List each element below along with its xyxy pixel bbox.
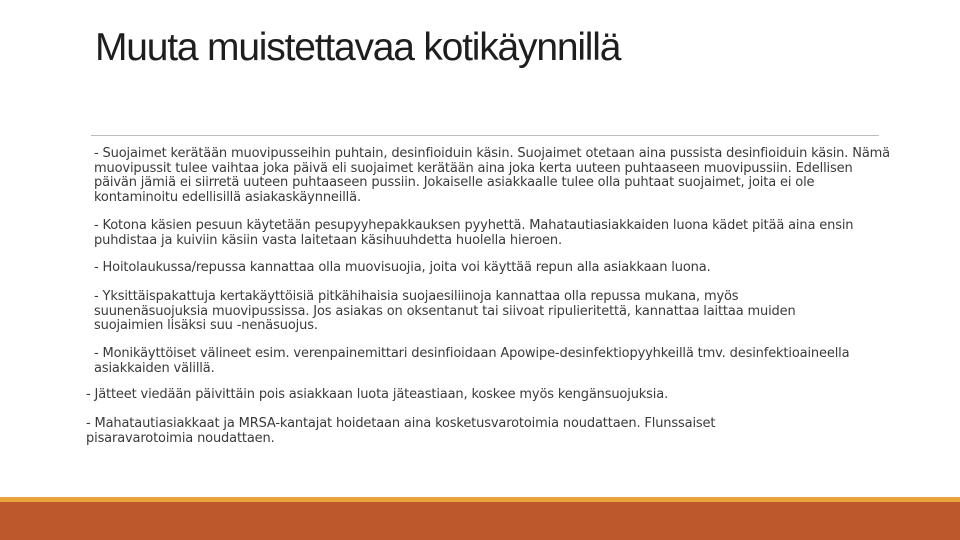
paragraph-monikayttoiset-valineet: - Monikäyttöiset välineet esim. verenpainemittari desinfioidaan Apowipe-desinfektiopyyhkeillä tmv. desinfektioaineella asiakkaiden välillä. xyxy=(94,346,850,376)
paragraph-hoitolaukku: - Hoitolaukussa/repussa kannattaa olla muovisuojia, joita voi käyttää repun alla asiakkaan luona. xyxy=(94,260,711,275)
paragraph-jatteet: - Jätteet viedään päivittäin pois asiakkaan luota jäteastiaan, koskee myös kengänsuojuksia. xyxy=(86,387,669,402)
slide-title: Muuta muistettavaa kotikäynnillä xyxy=(95,26,621,69)
footer-band xyxy=(0,502,960,540)
paragraph-kasien-pesu: - Kotona käsien pesuun käytetään pesupyyhepakkauksen pyyhettä. Mahatautiasiakkaiden luona kädet pitää aina ensin puhdistaa ja kuiviin käsiin vasta laitetaan käsihuuhdetta huolella hieroen. xyxy=(94,218,854,248)
paragraph-suojaesiliinat: - Yksittäispakattuja kertakäyttöisiä pitkähihaisia suojaesiliinoja kannattaa olla repussa mukana, myös suunenäsuojuksia muovipussissa. Jos asiakas on oksentanut tai siivoat ripulieritettä, kannattaa laittaa muiden suojaimien lisäksi suu -nenäsuojus. xyxy=(94,289,796,333)
title-divider xyxy=(91,135,879,136)
paragraph-varotoimet: - Mahatautiasiakkaat ja MRSA-kantajat hoidetaan aina kosketusvarotoimia noudattaen. Flunssaiset pisaravarotoimia noudattaen. xyxy=(86,416,716,446)
paragraph-suojaimet: - Suojaimet kerätään muovipusseihin puhtain, desinfioiduin käsin. Suojaimet otetaan aina pussista desinfioiduin käsin. Nämä muovipussit tulee vaihtaa joka päivä eli suojaimet kerätään aina joka kerta uuteen puhtaaseen muovipussiin. Edellisen päivän jämiä ei siirretä uuteen puhtaaseen pussiin. Jokaiselle asiakkaalle tulee olla puhtaat suojaimet, joita ei ole kontaminoitu edellisillä asiakaskäynneillä. xyxy=(94,146,890,205)
